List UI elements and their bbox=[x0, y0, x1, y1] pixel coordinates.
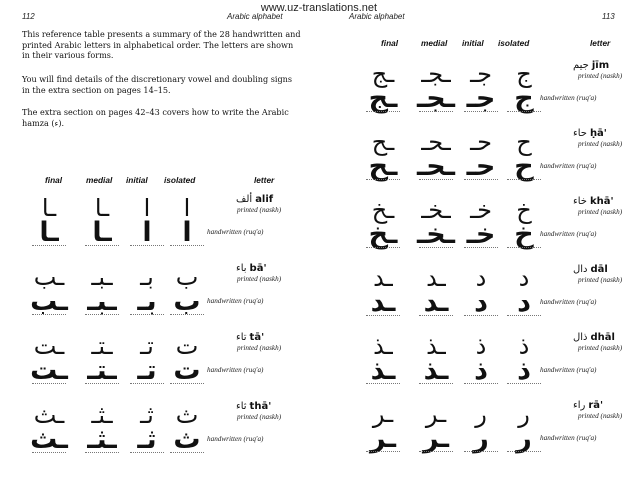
printed-medial-glyph: ـحـ bbox=[421, 128, 451, 156]
printed-isolated-glyph: خ bbox=[516, 196, 532, 224]
printed-medial-glyph: ـجـ bbox=[421, 60, 451, 88]
handwriting-guide-line bbox=[464, 111, 498, 112]
header-medial: medial bbox=[86, 175, 113, 185]
letter-name bbox=[573, 196, 614, 207]
header-letter: letter bbox=[254, 175, 275, 185]
handwriting-guide-line bbox=[32, 452, 66, 453]
handwritten-final-glyph: ـر bbox=[369, 423, 397, 454]
handwriting-guide-line bbox=[464, 179, 498, 180]
handwriting-guide-line bbox=[130, 314, 164, 315]
printed-medial-glyph: ـبـ bbox=[91, 263, 113, 291]
letter-name-arabic: تاء bbox=[236, 332, 247, 343]
printed-label: printed (naskh) bbox=[578, 140, 623, 148]
header-initial: initial bbox=[462, 38, 484, 48]
printed-label: printed (naskh) bbox=[237, 413, 282, 421]
handwritten-final-glyph: ـا bbox=[39, 217, 59, 248]
letter-name-latin: ḥā' bbox=[589, 128, 607, 139]
handwriting-guide-line bbox=[32, 245, 66, 246]
printed-initial-glyph: ا bbox=[143, 194, 151, 222]
printed-label: printed (naskh) bbox=[578, 412, 623, 420]
handwriting-guide-line bbox=[464, 315, 498, 316]
handwriting-guide-line bbox=[507, 451, 541, 452]
handwritten-label: handwritten (ruq'a) bbox=[540, 162, 597, 170]
handwriting-guide-line bbox=[170, 314, 204, 315]
handwritten-medial-glyph: ـخـ bbox=[417, 219, 455, 250]
printed-initial-glyph: ذ bbox=[475, 332, 487, 360]
printed-isolated-glyph: ت bbox=[175, 332, 199, 360]
handwriting-guide-line bbox=[85, 314, 119, 315]
printed-medial-glyph: ـا bbox=[94, 194, 110, 222]
handwritten-isolated-glyph: ذ bbox=[517, 355, 531, 386]
printed-medial-glyph: ـذ bbox=[426, 332, 446, 360]
handwriting-guide-line bbox=[464, 383, 498, 384]
handwritten-isolated-glyph: ث bbox=[173, 424, 201, 455]
handwritten-initial-glyph: ثـ bbox=[137, 424, 157, 455]
handwriting-guide-line bbox=[170, 452, 204, 453]
handwriting-guide-line bbox=[366, 179, 400, 180]
handwritten-initial-glyph: د bbox=[474, 287, 488, 318]
handwriting-guide-line bbox=[85, 452, 119, 453]
handwriting-guide-line bbox=[507, 383, 541, 384]
watermark: www.uz-translations.net bbox=[260, 2, 378, 14]
printed-final-glyph: ـح bbox=[371, 128, 395, 156]
handwriting-guide-line bbox=[507, 111, 541, 112]
letter-name bbox=[573, 264, 608, 275]
handwriting-guide-line bbox=[170, 245, 204, 246]
printed-label: printed (naskh) bbox=[578, 344, 623, 352]
letter-name-latin: thā' bbox=[249, 401, 272, 412]
printed-initial-glyph: بـ bbox=[140, 263, 154, 291]
letter-name-arabic: باء bbox=[236, 263, 247, 274]
handwritten-final-glyph: ـث bbox=[30, 424, 68, 455]
handwriting-guide-line bbox=[366, 451, 400, 452]
handwriting-guide-line bbox=[130, 383, 164, 384]
handwriting-guide-line bbox=[130, 245, 164, 246]
handwritten-isolated-glyph: ر bbox=[516, 423, 532, 454]
handwritten-initial-glyph: تـ bbox=[137, 355, 157, 386]
letter-name bbox=[573, 400, 603, 411]
printed-initial-glyph: ر bbox=[475, 400, 487, 428]
handwritten-label: handwritten (ruq'a) bbox=[540, 298, 597, 306]
handwriting-guide-line bbox=[419, 247, 453, 248]
handwriting-guide-line bbox=[32, 383, 66, 384]
printed-final-glyph: ـت bbox=[33, 332, 65, 360]
handwriting-guide-line bbox=[366, 383, 400, 384]
handwritten-isolated-glyph: ا bbox=[182, 217, 192, 248]
handwriting-guide-line bbox=[419, 315, 453, 316]
handwritten-isolated-glyph: د bbox=[517, 287, 531, 318]
header-initial: initial bbox=[126, 175, 148, 185]
letter-name-latin: rā' bbox=[588, 400, 604, 411]
running-head-left: Arabic alphabet bbox=[227, 12, 283, 21]
intro-paragraph-1: This reference table presents a summary of the 28 handwritten and printed Arabic letters in alphabetical order. The letters are shown in their various forms. bbox=[22, 29, 301, 61]
printed-initial-glyph: حـ bbox=[470, 128, 492, 156]
handwritten-initial-glyph: ا bbox=[142, 217, 152, 248]
printed-initial-glyph: تـ bbox=[140, 332, 154, 360]
handwriting-guide-line bbox=[85, 245, 119, 246]
page-number-left: 112 bbox=[22, 12, 35, 21]
running-head-right: Arabic alphabet bbox=[349, 12, 405, 21]
handwriting-guide-line bbox=[464, 247, 498, 248]
handwritten-medial-glyph: ـحـ bbox=[417, 151, 455, 182]
printed-isolated-glyph: ث bbox=[175, 401, 199, 429]
handwritten-label: handwritten (ruq'a) bbox=[207, 228, 264, 236]
handwritten-isolated-glyph: ت bbox=[173, 355, 201, 386]
letter-name-arabic: ذال bbox=[573, 332, 588, 343]
handwritten-final-glyph: ـب bbox=[30, 286, 68, 317]
handwritten-label: handwritten (ruq'a) bbox=[207, 366, 264, 374]
handwritten-final-glyph: ـح bbox=[368, 151, 398, 182]
printed-final-glyph: ـج bbox=[371, 60, 395, 88]
handwritten-initial-glyph: ذ bbox=[474, 355, 488, 386]
printed-initial-glyph: جـ bbox=[470, 60, 492, 88]
handwritten-label: handwritten (ruq'a) bbox=[207, 435, 264, 443]
printed-medial-glyph: ـر bbox=[425, 400, 447, 428]
letter-name-latin: dhāl bbox=[590, 332, 615, 343]
printed-isolated-glyph: د bbox=[518, 264, 530, 292]
handwritten-medial-glyph: ـجـ bbox=[417, 83, 455, 114]
handwritten-medial-glyph: ـر bbox=[422, 423, 450, 454]
handwriting-guide-line bbox=[419, 383, 453, 384]
handwritten-initial-glyph: بـ bbox=[137, 286, 157, 317]
letter-name bbox=[573, 332, 615, 343]
right-page bbox=[319, 0, 638, 497]
handwriting-guide-line bbox=[419, 179, 453, 180]
page-number-right: 113 bbox=[602, 12, 615, 21]
letter-name bbox=[573, 128, 607, 139]
printed-label: printed (naskh) bbox=[578, 208, 623, 216]
handwritten-initial-glyph: حـ bbox=[466, 151, 496, 182]
letter-name bbox=[573, 60, 609, 71]
printed-final-glyph: ـث bbox=[33, 401, 65, 429]
letter-name bbox=[236, 194, 273, 205]
printed-isolated-glyph: ج bbox=[516, 60, 532, 88]
printed-label: printed (naskh) bbox=[237, 344, 282, 352]
letter-name-latin: tā' bbox=[249, 332, 265, 343]
handwritten-label: handwritten (ruq'a) bbox=[540, 230, 597, 238]
handwriting-guide-line bbox=[507, 315, 541, 316]
printed-isolated-glyph: ذ bbox=[518, 332, 530, 360]
printed-final-glyph: ـا bbox=[41, 194, 57, 222]
printed-initial-glyph: ثـ bbox=[140, 401, 154, 429]
handwriting-guide-line bbox=[419, 111, 453, 112]
letter-name-latin: alif bbox=[255, 194, 274, 205]
handwriting-guide-line bbox=[464, 451, 498, 452]
handwritten-medial-glyph: ـد bbox=[423, 287, 449, 318]
letter-name-arabic: ألف bbox=[236, 194, 253, 205]
header-isolated: isolated bbox=[498, 38, 530, 48]
printed-final-glyph: ـخ bbox=[371, 196, 395, 224]
header-medial: medial bbox=[421, 38, 448, 48]
handwritten-label: handwritten (ruq'a) bbox=[540, 366, 597, 374]
letter-name-arabic: خاء bbox=[573, 196, 587, 207]
letter-name-latin: khā' bbox=[589, 196, 614, 207]
handwritten-label: handwritten (ruq'a) bbox=[207, 297, 264, 305]
printed-label: printed (naskh) bbox=[237, 275, 282, 283]
handwritten-initial-glyph: ر bbox=[473, 423, 489, 454]
letter-name-latin: bā' bbox=[249, 263, 267, 274]
handwritten-final-glyph: ـخ bbox=[368, 219, 398, 250]
header-final: final bbox=[45, 175, 63, 185]
handwriting-guide-line bbox=[366, 111, 400, 112]
handwritten-final-glyph: ـذ bbox=[370, 355, 396, 386]
handwritten-isolated-glyph: ب bbox=[173, 286, 201, 317]
printed-isolated-glyph: ح bbox=[516, 128, 532, 156]
letter-name bbox=[236, 401, 271, 412]
handwriting-guide-line bbox=[130, 452, 164, 453]
letter-name-latin: jīm bbox=[591, 60, 610, 71]
handwritten-isolated-glyph: ج bbox=[514, 83, 534, 114]
handwritten-isolated-glyph: ح bbox=[514, 151, 534, 182]
handwritten-medial-glyph: ـا bbox=[92, 217, 112, 248]
handwritten-label: handwritten (ruq'a) bbox=[540, 434, 597, 442]
handwriting-guide-line bbox=[507, 247, 541, 248]
handwriting-guide-line bbox=[85, 383, 119, 384]
handwriting-guide-line bbox=[170, 383, 204, 384]
printed-label: printed (naskh) bbox=[578, 72, 623, 80]
handwriting-guide-line bbox=[507, 179, 541, 180]
printed-final-glyph: ـذ bbox=[373, 332, 393, 360]
printed-label: printed (naskh) bbox=[237, 206, 282, 214]
handwriting-guide-line bbox=[32, 314, 66, 315]
printed-final-glyph: ـر bbox=[372, 400, 394, 428]
printed-label: printed (naskh) bbox=[578, 276, 623, 284]
printed-medial-glyph: ـتـ bbox=[91, 332, 113, 360]
handwritten-initial-glyph: جـ bbox=[466, 83, 496, 114]
handwritten-isolated-glyph: خ bbox=[514, 219, 534, 250]
printed-final-glyph: ـد bbox=[373, 264, 393, 292]
printed-initial-glyph: د bbox=[475, 264, 487, 292]
handwritten-initial-glyph: خـ bbox=[466, 219, 496, 250]
printed-isolated-glyph: ب bbox=[175, 263, 199, 291]
letter-name-arabic: راء bbox=[573, 400, 586, 411]
letter-name-arabic: حاء bbox=[573, 128, 587, 139]
letter-name bbox=[236, 263, 267, 274]
printed-isolated-glyph: ر bbox=[518, 400, 530, 428]
handwritten-final-glyph: ـد bbox=[370, 287, 396, 318]
letter-name-arabic: ثاء bbox=[236, 401, 247, 412]
printed-medial-glyph: ـد bbox=[426, 264, 446, 292]
printed-medial-glyph: ـخـ bbox=[421, 196, 451, 224]
letter-name-arabic: جيم bbox=[573, 60, 589, 71]
printed-isolated-glyph: ا bbox=[183, 194, 191, 222]
handwritten-final-glyph: ـت bbox=[30, 355, 68, 386]
letter-name-arabic: دال bbox=[573, 264, 588, 275]
letter-name-latin: dāl bbox=[590, 264, 608, 275]
handwritten-medial-glyph: ـبـ bbox=[87, 286, 117, 317]
letter-name bbox=[236, 332, 264, 343]
handwritten-medial-glyph: ـثـ bbox=[87, 424, 117, 455]
printed-final-glyph: ـب bbox=[33, 263, 65, 291]
printed-initial-glyph: خـ bbox=[470, 196, 492, 224]
handwritten-label: handwritten (ruq'a) bbox=[540, 94, 597, 102]
header-letter: letter bbox=[590, 38, 611, 48]
handwritten-medial-glyph: ـذ bbox=[423, 355, 449, 386]
intro-paragraph-2: You will find details of the discretionary vowel and doubling signs in the extra section on pages 14–15. bbox=[22, 74, 293, 95]
printed-medial-glyph: ـثـ bbox=[91, 401, 113, 429]
handwritten-medial-glyph: ـتـ bbox=[87, 355, 117, 386]
header-final: final bbox=[381, 38, 399, 48]
handwriting-guide-line bbox=[419, 451, 453, 452]
header-isolated: isolated bbox=[164, 175, 196, 185]
intro-paragraph-3: The extra section on pages 42–43 covers how to write the Arabic hamza (ء). bbox=[22, 107, 289, 128]
handwriting-guide-line bbox=[366, 247, 400, 248]
handwritten-final-glyph: ـج bbox=[368, 83, 398, 114]
handwriting-guide-line bbox=[366, 315, 400, 316]
